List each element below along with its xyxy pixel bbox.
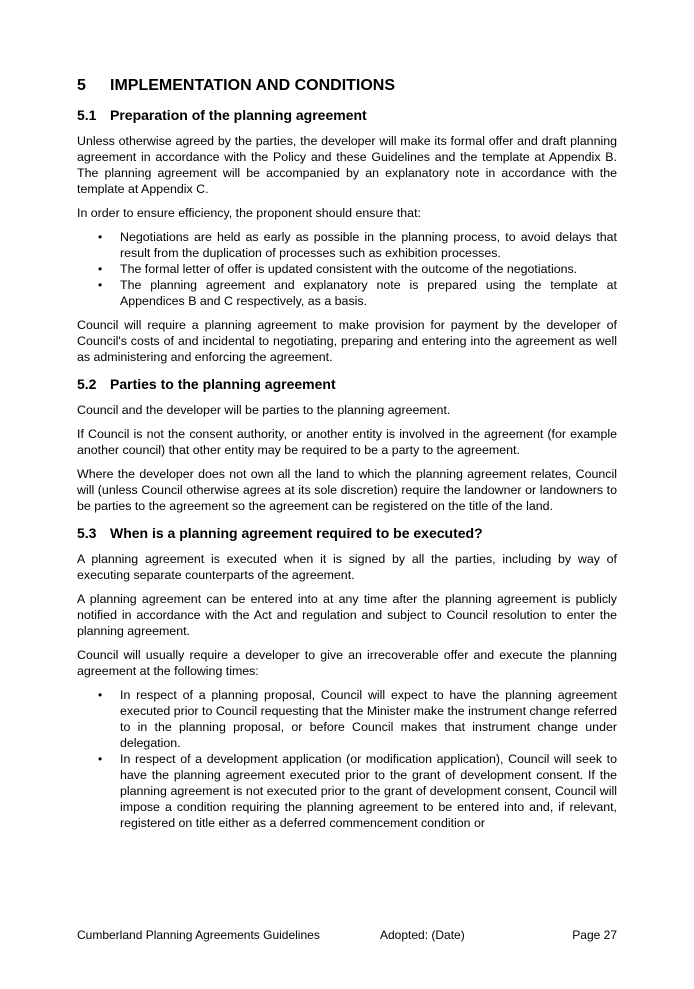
list-item: • The planning agreement and explanatory note is prepared using the template at Appendices B and C respectively, as a basis.: [98, 278, 617, 308]
page-content: [77, 76, 617, 839]
subsection-heading-5-1: [77, 107, 617, 124]
section-title: IMPLEMENTATION AND CONDITIONS: [110, 77, 396, 94]
footer-document-title: Cumberland Planning Agreements Guidelines: [77, 928, 320, 942]
bullet-icon: •: [98, 278, 103, 292]
subsection-title: Parties to the planning agreement: [110, 376, 336, 392]
subsection-heading-5-3: [77, 525, 617, 542]
subsection-title: Preparation of the planning agreement: [110, 107, 367, 123]
section-number: 5: [77, 77, 86, 94]
footer-adopted-date: Adopted: (Date): [380, 928, 465, 942]
subsection-heading-5-2: [77, 376, 617, 393]
list-item: • In respect of a planning proposal, Council will expect to have the planning agreement executed prior to Council requesting that the Minister make the instrument change referred to in the planning proposal, or before Council makes that instrument change under delegation.: [98, 688, 617, 750]
paragraph: If Council is not the consent authority, or another entity is involved in the agreement (for example another council) that other entity may be required to be a party to the agreement.: [77, 427, 617, 457]
paragraph: Council will require a planning agreement to make provision for payment by the developer of Council's costs of and incidental to negotiating, preparing and entering into the agreement as well as administering and enforcing the agreement.: [77, 318, 617, 364]
paragraph: Council will usually require a developer to give an irrecoverable offer and execute the planning agreement at the following times:: [77, 648, 617, 678]
bullet-icon: •: [98, 262, 103, 276]
bullet-icon: •: [98, 230, 103, 244]
paragraph: Where the developer does not own all the land to which the planning agreement relates, Council will (unless Council otherwise agrees at its sole discretion) require the landowner or landowners to be parties to the agreement so the agreement can be registered on the title of the land.: [77, 467, 617, 513]
paragraph: Council and the developer will be parties to the planning agreement.: [77, 403, 451, 417]
subsection-number: 5.3: [77, 525, 97, 541]
section-heading: [77, 76, 617, 96]
bullet-icon: •: [98, 688, 103, 702]
list-item: • Negotiations are held as early as possible in the planning process, to avoid delays that result from the duplication of processes such as exhibition processes.: [98, 230, 617, 260]
subsection-number: 5.2: [77, 376, 97, 392]
footer-page-number: Page 27: [572, 928, 617, 942]
subsection-title: When is a planning agreement required to be executed?: [110, 525, 483, 541]
paragraph: A planning agreement is executed when it is signed by all the parties, including by way of executing separate counterparts of the agreement.: [77, 552, 617, 582]
paragraph: Unless otherwise agreed by the parties, the developer will make its formal offer and draft planning agreement in accordance with the Policy and these Guidelines and the template at Appendix B. The planning agreement will be accompanied by an explanatory note in accordance with the template at Appendix C.: [77, 134, 617, 196]
subsection-number: 5.1: [77, 107, 97, 123]
bullet-icon: •: [98, 752, 103, 766]
paragraph: In order to ensure efficiency, the proponent should ensure that:: [77, 206, 421, 220]
list-item: • The formal letter of offer is updated consistent with the outcome of the negotiations.: [98, 262, 578, 276]
bullet-list: [77, 229, 617, 309]
paragraph: A planning agreement can be entered into at any time after the planning agreement is publicly notified in accordance with the Act and regulation and subject to Council resolution to enter the planning agreement.: [77, 592, 617, 638]
bullet-list: [77, 687, 617, 831]
list-item: • In respect of a development application (or modification application), Council will seek to have the planning agreement executed prior to the grant of development consent. If the planning agreement is not executed prior to the grant of development consent, Council will impose a condition requiring the planning agreement to be entered into and, if relevant, registered on title either as a deferred commencement condition or: [98, 752, 617, 830]
